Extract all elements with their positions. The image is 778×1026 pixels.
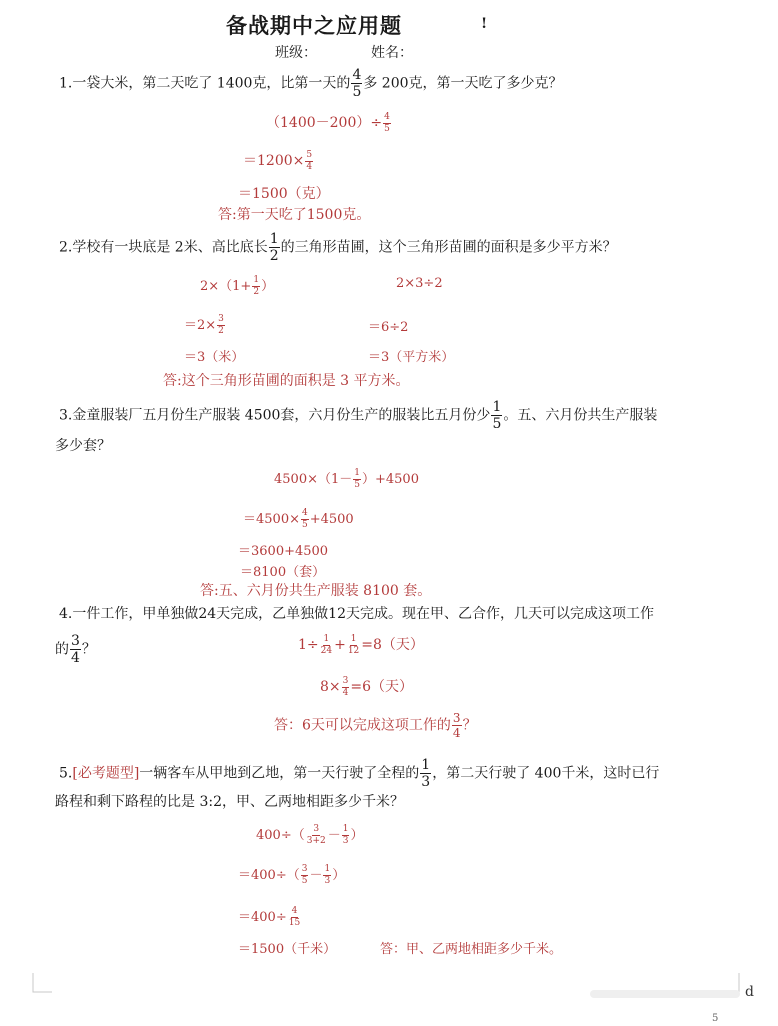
question-4: 4.一件工作，甲单独做24天完成，乙单独做12天完成。现在甲、乙合作，几天可以完成这项工作 <box>59 606 654 622</box>
question-1: 1.一袋大米，第二天吃了 1400克，比第一天的 $\frac{4}{5}$ 多 200克，第一天吃了多少克？ <box>59 67 563 100</box>
question-3: 3.金童服装厂五月份生产服装 4500套，六月份生产的服装比五月份少 $\frac{1}{5}$ 。五、六月份共生产服装 <box>59 399 658 432</box>
q2-method-a-step-1: 2×（1+ $\frac{1}{2}$ ） <box>200 275 275 297</box>
q5-step-3: ＝400÷ $\frac{4}{15}$ <box>238 906 301 928</box>
q4-answer: 答：6天可以完成这项工作的 $\frac{3}{4}$ ？ <box>274 711 477 740</box>
q2-method-a-step-2: ＝2× $\frac{3}{2}$ <box>184 314 224 336</box>
q4-step-1: 1÷ $\frac{1}{24}$ + $\frac{1}{12}$ =8（天） <box>298 633 424 656</box>
q3-step-1: 4500×（1－ $\frac{1}{5}$ ）+4500 <box>274 468 419 490</box>
q2-method-b-step-2: ＝6÷2 <box>368 320 409 335</box>
q5-step-2: ＝400÷（ $\frac{3}{5}$ － $\frac{1}{3}$ ） <box>238 864 346 886</box>
question-tag: [必考题型] <box>72 765 140 782</box>
q1-step-3: ＝1500（克） <box>238 186 330 202</box>
question-3-continued: 多少套？ <box>55 438 111 454</box>
question-4-continued: 的 $\frac{3}{4}$ ？ <box>55 633 96 666</box>
document-title: 备战期中之应用题 <box>226 14 402 38</box>
question-2: 2.学校有一块底是 2米、高比底长 $\frac{1}{2}$ 的三角形苗圃，这个三角形苗圃的面积是多少平方米？ <box>59 231 617 264</box>
q3-step-4: ＝8100（套） <box>240 565 326 580</box>
question-5-continued: 路程和剩下路程的比是 3:2，甲、乙两地相距多少千米？ <box>55 794 404 810</box>
q3-step-2: ＝4500× $\frac{4}{5}$ +4500 <box>243 508 354 530</box>
name-label: 姓名： <box>371 45 413 61</box>
horizontal-scrollbar[interactable] <box>590 990 740 998</box>
q5-step-4: ＝1500（千米） <box>238 942 337 957</box>
right-edge-glyph: d <box>745 984 754 1000</box>
title-mark: ! <box>481 16 488 32</box>
q4-step-2: 8× $\frac{3}{4}$ =6（天） <box>320 675 414 698</box>
q3-answer: 答:五、六月份共生产服装 8100 套。 <box>200 583 432 599</box>
page-number: 5 <box>712 1013 719 1024</box>
q1-answer: 答:第一天吃了1500克。 <box>218 207 371 223</box>
q2-answer: 答:这个三角形苗圃的面积是 3 平方米。 <box>163 373 410 389</box>
q5-step-1: 400÷（ $\frac{3}{3+2}$ － $\frac{1}{3}$ ） <box>256 824 364 846</box>
q3-step-3: ＝3600+4500 <box>238 544 329 559</box>
q2-method-b-step-3: ＝3（平方米） <box>368 350 455 365</box>
q1-step-1: （1400－200）÷ $\frac{4}{5}$ <box>266 111 390 134</box>
q5-answer: 答：甲、乙两地相距多少千米。 <box>380 942 563 957</box>
crop-mark-left <box>32 973 52 993</box>
class-label: 班级： <box>275 45 317 61</box>
q2-method-a-step-3: ＝3（米） <box>184 350 245 365</box>
question-5: 5.[必考题型]一辆客车从甲地到乙地，第一天行驶了全程的 $\frac{1}{3}$ ，第二天行驶了 400千米，这时已行 <box>59 757 660 790</box>
q2-method-b-step-1: 2×3÷2 <box>396 276 443 291</box>
q1-step-2: ＝1200× $\frac{5}{4}$ <box>243 149 313 172</box>
fraction: $\frac{4}{5}$ <box>352 67 362 100</box>
